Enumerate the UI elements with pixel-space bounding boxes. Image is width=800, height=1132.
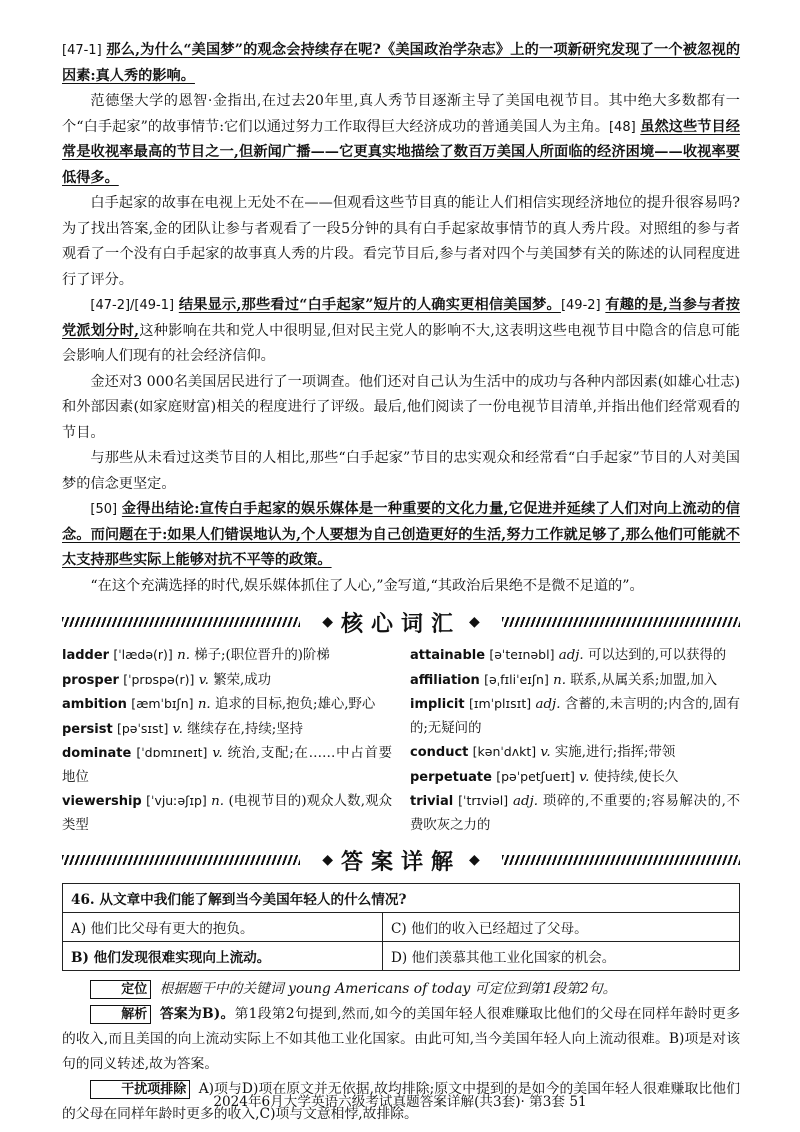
vocab-word: attainable — [410, 648, 486, 663]
article-paragraph-5 — [62, 370, 740, 447]
analysis-text: 第1段第2句提到,然而,如今的美国年轻人很难赚取比他们的父母在同样年龄时更多的收入,而且美国的向上流动实际上不如其他工业化国家。由此可知,当今美国年轻人向上流动很难。B)项是对该句的同义转述,故为答案。 — [62, 1006, 740, 1072]
distractor-label: 干扰项排除 — [90, 1080, 191, 1099]
vocab-definition: 追求的目标,抱负;雄心,野心 — [214, 697, 376, 712]
vocab-phonetic: [ɪmˈplɪsɪt] — [468, 696, 532, 711]
option-b: B) 他们发现很难实现向上流动。 — [63, 942, 383, 971]
vocab-definition: 繁荣,成功 — [213, 672, 272, 688]
vocab-entry — [410, 740, 740, 765]
underlined-sentence: 虽然这些节目经常是收视率最高的节目之一,但新闻广播——它更真实地描绘了数百万美国人所面临的经济困境——收视率要低得多。 — [62, 118, 740, 186]
vocab-word: conduct — [410, 745, 469, 760]
vocab-entry — [62, 643, 392, 668]
vocab-entry — [410, 789, 740, 837]
locate-label: 定位 — [90, 980, 152, 999]
question-tag: [47-1] — [62, 43, 102, 58]
diamond-icon: ◆ — [469, 614, 480, 630]
vocab-phonetic: [ˈtrɪviəl] — [458, 793, 509, 808]
locate-paragraph — [62, 977, 740, 1002]
page-footer: 2024年6月大学英语六级考试真题答案详解(共3套)· 第3套 51 — [213, 1094, 587, 1110]
vocab-entry — [62, 717, 392, 742]
question-stem: 46. 从文章中我们能了解到当今美国年轻人的什么情况? — [63, 884, 740, 913]
diamond-icon: ◆ — [469, 852, 480, 868]
question-table — [62, 883, 740, 971]
underlined-sentence: 金得出结论:宣传白手起家的娱乐媒体是一种重要的文化力量,它促进并延续了人们对向上流动的信念。而问题在于:如果人们错误地认为,个人要想为自己创造更好的生活,努力工作就足够了,那么他们可能就不太支持那些实际上能够对抗不平等的政策。 — [62, 501, 740, 568]
vocab-word: persist — [62, 721, 113, 737]
paragraph-text: “在这个充满选择的时代,娱乐媒体抓住了人心,”金写道,“其政治后果绝不是微不足道的”。 — [90, 577, 644, 594]
underlined-sentence: 有趣的是,当参与者按党派划分时, — [62, 297, 740, 339]
option-c: C) 他们的收入已经超过了父母。 — [382, 913, 739, 942]
section-title-text: 核心词汇 — [341, 611, 462, 637]
vocab-entry — [410, 643, 740, 668]
vocab-pos: v. — [198, 672, 209, 688]
vocab-definition: 统治,支配;在……中占首要地位 — [62, 746, 392, 785]
vocab-phonetic: [ˈdɒmɪneɪt] — [136, 745, 208, 760]
vocab-pos: v. — [579, 769, 590, 785]
vocab-entry — [62, 692, 392, 717]
analysis-lead: 答案为B)。 — [159, 1006, 235, 1022]
section-title — [300, 607, 502, 638]
section-title-text: 答案详解 — [341, 849, 462, 875]
page-content — [62, 38, 740, 1127]
vocab-pos: n. — [197, 697, 211, 712]
hatch-divider — [502, 855, 740, 865]
vocab-phonetic: [kənˈdʌkt] — [472, 744, 537, 759]
vocab-phonetic: [æmˈbɪʃn] — [131, 696, 194, 711]
vocab-definition: 可以达到的,可以获得的 — [587, 648, 727, 663]
underlined-sentence: 那么,为什么“美国梦”的观念会持续存在呢?《美国政治学杂志》上的一项新研究发现了一个被忽视的因素:真人秀的影响。 — [62, 42, 741, 84]
section-title — [300, 845, 502, 876]
vocab-pos: n. — [177, 648, 190, 663]
vocab-word: implicit — [410, 697, 465, 712]
vocab-definition: 梯子;(职位晋升的)阶梯 — [194, 648, 330, 663]
vocab-section-header — [62, 605, 740, 639]
vocab-pos: v. — [540, 745, 551, 760]
vocab-entry — [410, 692, 740, 740]
vocab-definition: 含蓄的,未言明的;内含的,固有的;无疑问的 — [410, 697, 741, 736]
vocab-word: prosper — [62, 672, 119, 688]
vocab-entry — [410, 668, 740, 693]
vocab-list — [62, 643, 740, 837]
vocab-entry — [62, 668, 392, 693]
analysis-paragraph — [62, 1002, 740, 1077]
vocab-phonetic: [pəˈpetʃueɪt] — [496, 768, 575, 784]
option-d: D) 他们羡慕其他工业化国家的机会。 — [382, 942, 739, 971]
paragraph-text: 与那些从未看过这类节目的人相比,那些“白手起家”节目的忠实观众和经常看“白手起家”节目的人对美国梦的信念更坚定。 — [62, 450, 740, 492]
paragraph-text: 这种影响在共和党人中很明显,但对民主党人的影响不大,这表明这些电视节目中隐含的信息可能会影响人们现有的社会经济信仰。 — [62, 322, 740, 364]
article-paragraph-1 — [62, 38, 740, 89]
paragraph-text: 范德堡大学的恩智·金指出,在过去20年里,真人秀节目逐渐主导了美国电视节目。其中绝大多数都有一个“白手起家”的故事情节:它们以通过努力工作取得巨大经济成功的普通美国人为主角。 — [62, 93, 740, 135]
article-paragraph-6 — [62, 446, 740, 497]
vocab-word: dominate — [62, 746, 132, 761]
vocab-definition: 联系,从属关系;加盟,加入 — [570, 672, 718, 688]
answer-section-header — [62, 843, 740, 877]
vocab-definition: 实施,进行;指挥;带领 — [554, 745, 676, 760]
vocab-word: ambition — [62, 697, 127, 712]
article-paragraph-2 — [62, 89, 740, 191]
vocab-phonetic: [əˌfɪliˈeɪʃn] — [484, 671, 549, 687]
article-paragraph-8 — [62, 574, 740, 600]
article-paragraph-7 — [62, 497, 740, 574]
vocab-definition: 琐碎的,不重要的;容易解决的,不费吹灰之力的 — [410, 794, 740, 833]
locate-text: 根据题干中的关键词 young Americans of today 可定位到第1段第2句。 — [159, 981, 617, 997]
vocab-pos: adj. — [513, 794, 538, 809]
paragraph-text: 金还对3 000名美国居民进行了一项调查。他们还对自己认为生活中的成功与各种内部因素(如雄心壮志)和外部因素(如家庭财富)相关的程度进行了评级。最后,他们阅读了一份电视节目清单,并指出他们经常观看的节目。 — [62, 373, 740, 441]
vocab-column-right — [410, 643, 740, 837]
vocab-word: viewership — [62, 794, 142, 809]
question-tag: [49-2] — [560, 298, 601, 313]
vocab-entry — [410, 765, 740, 790]
vocab-word: ladder — [62, 648, 110, 663]
vocab-pos: adj. — [535, 697, 561, 712]
hatch-divider — [502, 617, 740, 627]
article-paragraph-4 — [62, 293, 740, 370]
article-paragraph-3 — [62, 191, 740, 293]
vocab-phonetic: [pəˈsɪst] — [116, 720, 169, 736]
vocab-pos: n. — [211, 794, 225, 809]
vocab-pos: adj. — [558, 648, 584, 663]
vocab-phonetic: [əˈteɪnəbl] — [489, 647, 555, 662]
vocab-word: trivial — [410, 794, 454, 809]
vocab-column-left — [62, 643, 392, 837]
vocab-phonetic: [ˈvjuːəʃɪp] — [146, 793, 207, 808]
paragraph-text: 白手起家的故事在电视上无处不在——但观看这些节目真的能让人们相信实现经济地位的提升很容易吗?为了找出答案,金的团队让参与者观看了一段5分钟的具有白手起家故事情节的真人秀片段。对照组的参与者观看了一个没有白手起家的故事真人秀的片段。看完节目后,参与者对四个与美国梦有关的陈述的认同程度进行了评分。 — [62, 195, 740, 288]
vocab-word: perpetuate — [410, 769, 492, 785]
question-tag: [47-2]/[49-1] — [90, 298, 175, 313]
vocab-phonetic: [ˈprɒspə(r)] — [123, 671, 195, 687]
option-a: A) 他们比父母有更大的抱负。 — [63, 913, 383, 942]
diamond-icon: ◆ — [322, 614, 333, 630]
hatch-divider — [62, 855, 300, 865]
question-tag: [50] — [90, 502, 118, 517]
vocab-definition: 使持续,使长久 — [593, 769, 679, 785]
vocab-pos: v. — [172, 721, 183, 737]
vocab-pos: v. — [212, 746, 223, 761]
distractor-text: A)项与D)项在原文并无依据,故均排除;原文中提到的是如今的美国年轻人很难赚取比他们的父母在同样年龄时更多的收入,C)项与文意相悖,故排除。 — [62, 1081, 740, 1122]
question-tag: [48] — [608, 119, 636, 135]
vocab-phonetic: [ˈlædə(r)] — [113, 647, 173, 662]
diamond-icon: ◆ — [322, 852, 333, 868]
vocab-pos: n. — [553, 672, 566, 688]
vocab-entry — [62, 789, 392, 837]
analysis-label: 解析 — [90, 1005, 152, 1024]
vocab-word: affiliation — [410, 672, 480, 688]
hatch-divider — [62, 617, 300, 627]
underlined-sentence: 结果显示,那些看过“白手起家”短片的人确实更相信美国梦。 — [178, 297, 561, 313]
vocab-definition: 继续存在,持续;坚持 — [187, 721, 304, 737]
vocab-entry — [62, 741, 392, 789]
vocab-definition: (电视节目的)观众人数,观众类型 — [62, 794, 392, 833]
